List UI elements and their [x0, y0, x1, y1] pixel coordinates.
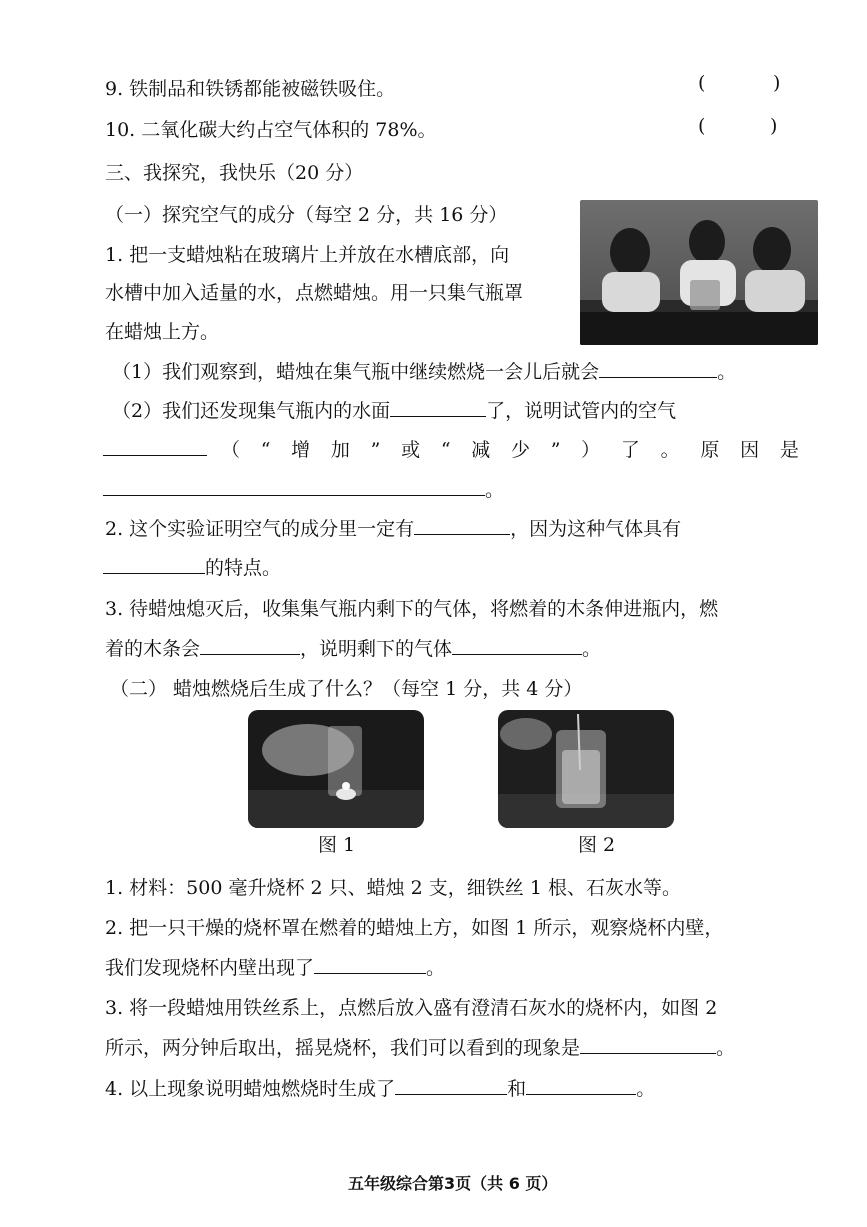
- answer-blank[interactable]: [599, 359, 717, 378]
- q3-line-2: 着的木条会 ，说明剩下的气体 。: [105, 638, 602, 660]
- answer-blank[interactable]: [580, 1035, 716, 1054]
- question-10: 10. 二氧化碳大约占空气体积的 78%。: [105, 119, 437, 141]
- q2-line-2: 的特点。: [103, 555, 281, 581]
- answer-blank[interactable]: [395, 1076, 507, 1095]
- q1-part2-line-1: （2）我们还发现集气瓶内的水面 了，说明试管内的空气: [112, 400, 677, 422]
- q1-part1: （1）我们观察到，蜡烛在集气瓶中继续燃烧一会儿后就会 。: [112, 361, 737, 383]
- part-two-title: （二） 蜡烛燃烧后生成了什么？（每空 1 分，共 4 分）: [110, 678, 583, 700]
- answer-paren-close-9: ): [773, 72, 781, 94]
- p2-q4: 4. 以上现象说明蜡烛燃烧时生成了 和 。: [105, 1078, 656, 1100]
- figure-2-caption: 图 2: [578, 834, 616, 856]
- answer-paren-close-10: ): [770, 115, 778, 137]
- p2-q2-line-1: 2. 把一只干燥的烧杯罩在燃着的蜡烛上方，如图 1 所示，观察烧杯内壁，: [105, 917, 724, 939]
- answer-blank[interactable]: [103, 437, 207, 456]
- answer-blank[interactable]: [390, 398, 486, 417]
- q1-line-1: 1. 把一支蜡烛粘在玻璃片上并放在水槽底部，向: [105, 244, 510, 266]
- q3-line-1: 3. 待蜡烛熄灭后，收集集气瓶内剩下的气体，将燃着的木条伸进瓶内，燃: [105, 598, 719, 620]
- p2-q1: 1. 材料：500 毫升烧杯 2 只、蜡烛 2 支，细铁丝 1 根、石灰水等。: [105, 877, 681, 899]
- figure-1-caption: 图 1: [318, 834, 356, 856]
- page-footer: 五年级综合第3页（共 6 页）: [348, 1174, 558, 1193]
- answer-blank[interactable]: [414, 516, 510, 535]
- choice-prompt: （ “ 增 加 ” 或 “ 减 少 ” ） 了 。 原 因 是: [221, 439, 799, 461]
- q1-part2-line-2: [103, 437, 799, 463]
- p2-q3-line-2: 所示，两分钟后取出，摇晃烧杯，我们可以看到的现象是 。: [105, 1037, 736, 1059]
- answer-blank[interactable]: [103, 555, 205, 574]
- answer-paren-open-9: (: [698, 72, 706, 94]
- answer-blank[interactable]: [452, 636, 582, 655]
- q1-line-3: 在蜡烛上方。: [105, 321, 220, 343]
- answer-blank[interactable]: [526, 1076, 636, 1095]
- answer-blank[interactable]: [103, 477, 485, 496]
- figure-2-photo: [498, 710, 674, 828]
- question-9: 9. 铁制品和铁锈都能被磁铁吸住。: [105, 78, 396, 100]
- p2-q2-line-2: 我们发现烧杯内壁出现了 。: [105, 957, 446, 979]
- part-one-title: （一）探究空气的成分（每空 2 分，共 16 分）: [105, 204, 508, 226]
- answer-blank[interactable]: [314, 955, 426, 974]
- section-three-title: 三、我探究，我快乐（20 分）: [105, 162, 364, 184]
- answer-blank[interactable]: [200, 636, 300, 655]
- p2-q3-line-1: 3. 将一段蜡烛用铁丝系上，点燃后放入盛有澄清石灰水的烧杯内，如图 2: [105, 997, 718, 1019]
- q1-line-2: 水槽中加入适量的水，点燃蜡烛。用一只集气瓶罩: [105, 282, 524, 304]
- students-experiment-photo: [580, 200, 818, 345]
- answer-paren-open-10: (: [698, 115, 706, 137]
- q2-line-1: 2. 这个实验证明空气的成分里一定有 ，因为这种气体具有: [105, 518, 682, 540]
- figure-1-photo: [248, 710, 424, 828]
- q1-part2-line-3: 。: [103, 477, 504, 503]
